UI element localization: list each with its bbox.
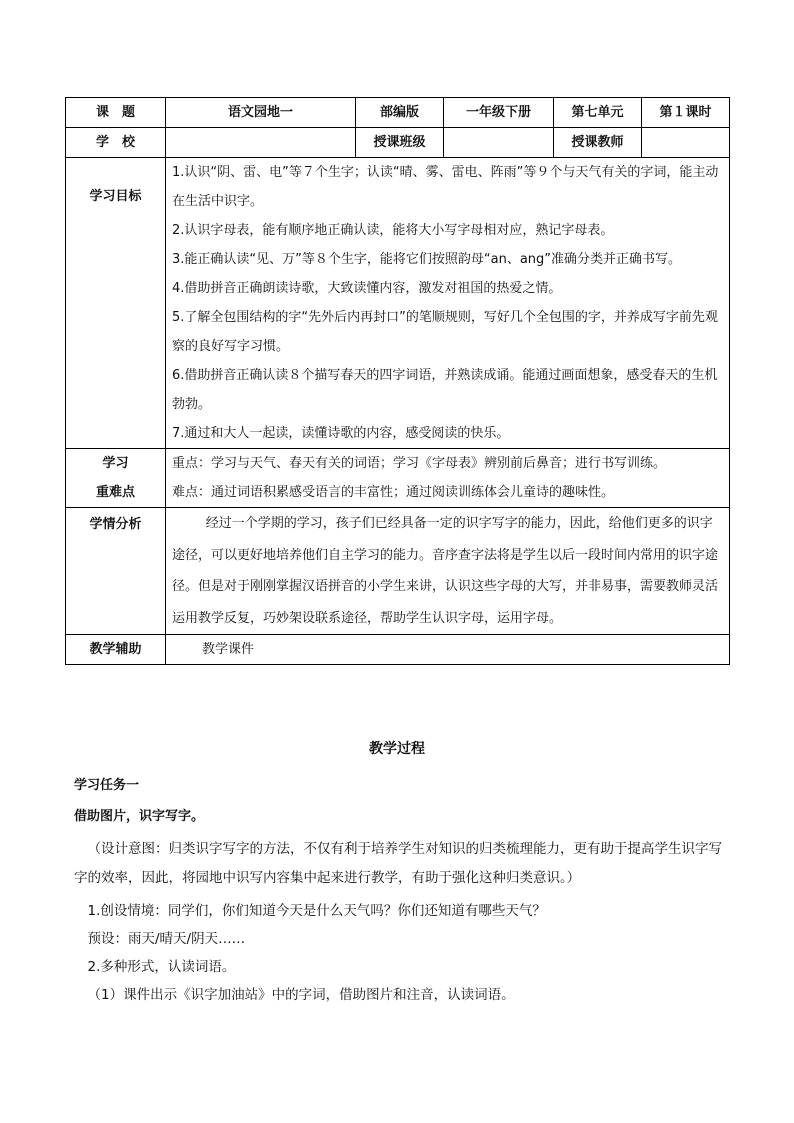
teacher-value (642, 128, 730, 158)
label-difficulty (66, 449, 166, 508)
label-school: 学 校 (66, 128, 166, 158)
goal-item: 5.了解全包围结构的字“先外后内再封口”的笔顺规则，写好几个全包围的字，并养成写字前先观察的良好写字习惯。 (172, 310, 718, 354)
grade-value: 一年级下册 (444, 98, 554, 128)
task-subtitle: 借助图片，识字写字。 (74, 809, 205, 824)
label-teacher: 授课教师 (554, 128, 642, 158)
label-difficulty-line1: 学习 (102, 456, 129, 471)
goals-content (166, 158, 730, 449)
subject-value: 语文园地一 (166, 98, 356, 128)
key-point: 重点：学习与天气、春天有关的词语；学习《字母表》辨别前后鼻音；进行书写训练。 (172, 456, 667, 471)
header-row (66, 98, 730, 128)
task-title: 学习任务一 (74, 778, 140, 793)
analysis-row (66, 508, 730, 635)
aids-content: 教学课件 (166, 635, 730, 665)
difficulty-content (166, 449, 730, 508)
goal-item: 2.认识字母表，能有顺序地正确认读，能将大小写字母相对应，熟记字母表。 (172, 223, 614, 238)
process-section (74, 772, 730, 1009)
period-value: 第１课时 (642, 98, 730, 128)
analysis-content: 经过一个学期的学习，孩子们已经具备一定的识字写字的能力，因此，给他们更多的识字途径，可以更好地培养他们自主学习的能力。音序查字法将是学生以后一段时间内常用的识字途径。但是对于刚刚掌握汉语拼音的小学生来讲，认识这些字母的大写，并非易事，需要教师灵活运用教学反复，巧妙架设联系途径，帮助学生认识字母，运用字母。 (166, 508, 730, 635)
class-value (444, 128, 554, 158)
label-difficulty-line2: 重难点 (95, 485, 135, 500)
goal-item: 1.认识“阴、雷、电”等７个生字；认读“晴、雾、雷电、阵雨”等９个与天气有关的字词，能主动在生活中识字。 (172, 165, 719, 209)
design-intent: （设计意图：归类识字写字的方法，不仅有利于培养学生对知识的归类梳理能力，更有助于提高学生识字写字的效率，因此，将园地中识写内容集中起来进行教学，有助于强化这种归类意识。） (74, 841, 722, 886)
aids-row (66, 635, 730, 665)
label-subject: 课 题 (66, 98, 166, 128)
label-aids: 教学辅助 (66, 635, 166, 665)
label-goals: 学习目标 (66, 158, 166, 449)
preset: 预设：雨天/晴天/阴天…… (87, 931, 246, 947)
school-value (166, 128, 356, 158)
goal-item: 7.通过和大人一起读，读懂诗歌的内容，感受阅读的快乐。 (172, 426, 510, 441)
difficulty-row (66, 449, 730, 508)
goals-row (66, 158, 730, 449)
edition-value: 部编版 (356, 98, 444, 128)
lesson-plan-table (65, 97, 730, 665)
unit-value: 第七单元 (554, 98, 642, 128)
goal-item: 3.能正确认读“见、万”等８个生字，能将它们按照韵母“an、ang”准确分类并正确书写。 (172, 252, 682, 267)
step-1: 1.创设情境：同学们，你们知道今天是什么天气吗？你们还知道有哪些天气？ (87, 903, 546, 919)
goal-item: 4.借助拼音正确朗读诗歌，大致读懂内容，激发对祖国的热爱之情。 (172, 281, 562, 296)
hard-point: 难点：通过词语积累感受语言的丰富性；通过阅读训练体会儿童诗的趣味性。 (172, 485, 615, 500)
step-2-1: （1）课件出示《识字加油站》中的字词，借助图片和注音，认读词语。 (87, 987, 515, 1003)
school-row (66, 128, 730, 158)
goal-item: 6.借助拼音正确认读８个描写春天的四字词语，并熟读成诵。能通过画面想象，感受春天的生机勃勃。 (172, 368, 718, 412)
label-class: 授课班级 (356, 128, 444, 158)
label-analysis: 学情分析 (66, 508, 166, 635)
process-title: 教学过程 (369, 741, 425, 757)
step-2: 2.多种形式，认读词语。 (87, 959, 236, 975)
